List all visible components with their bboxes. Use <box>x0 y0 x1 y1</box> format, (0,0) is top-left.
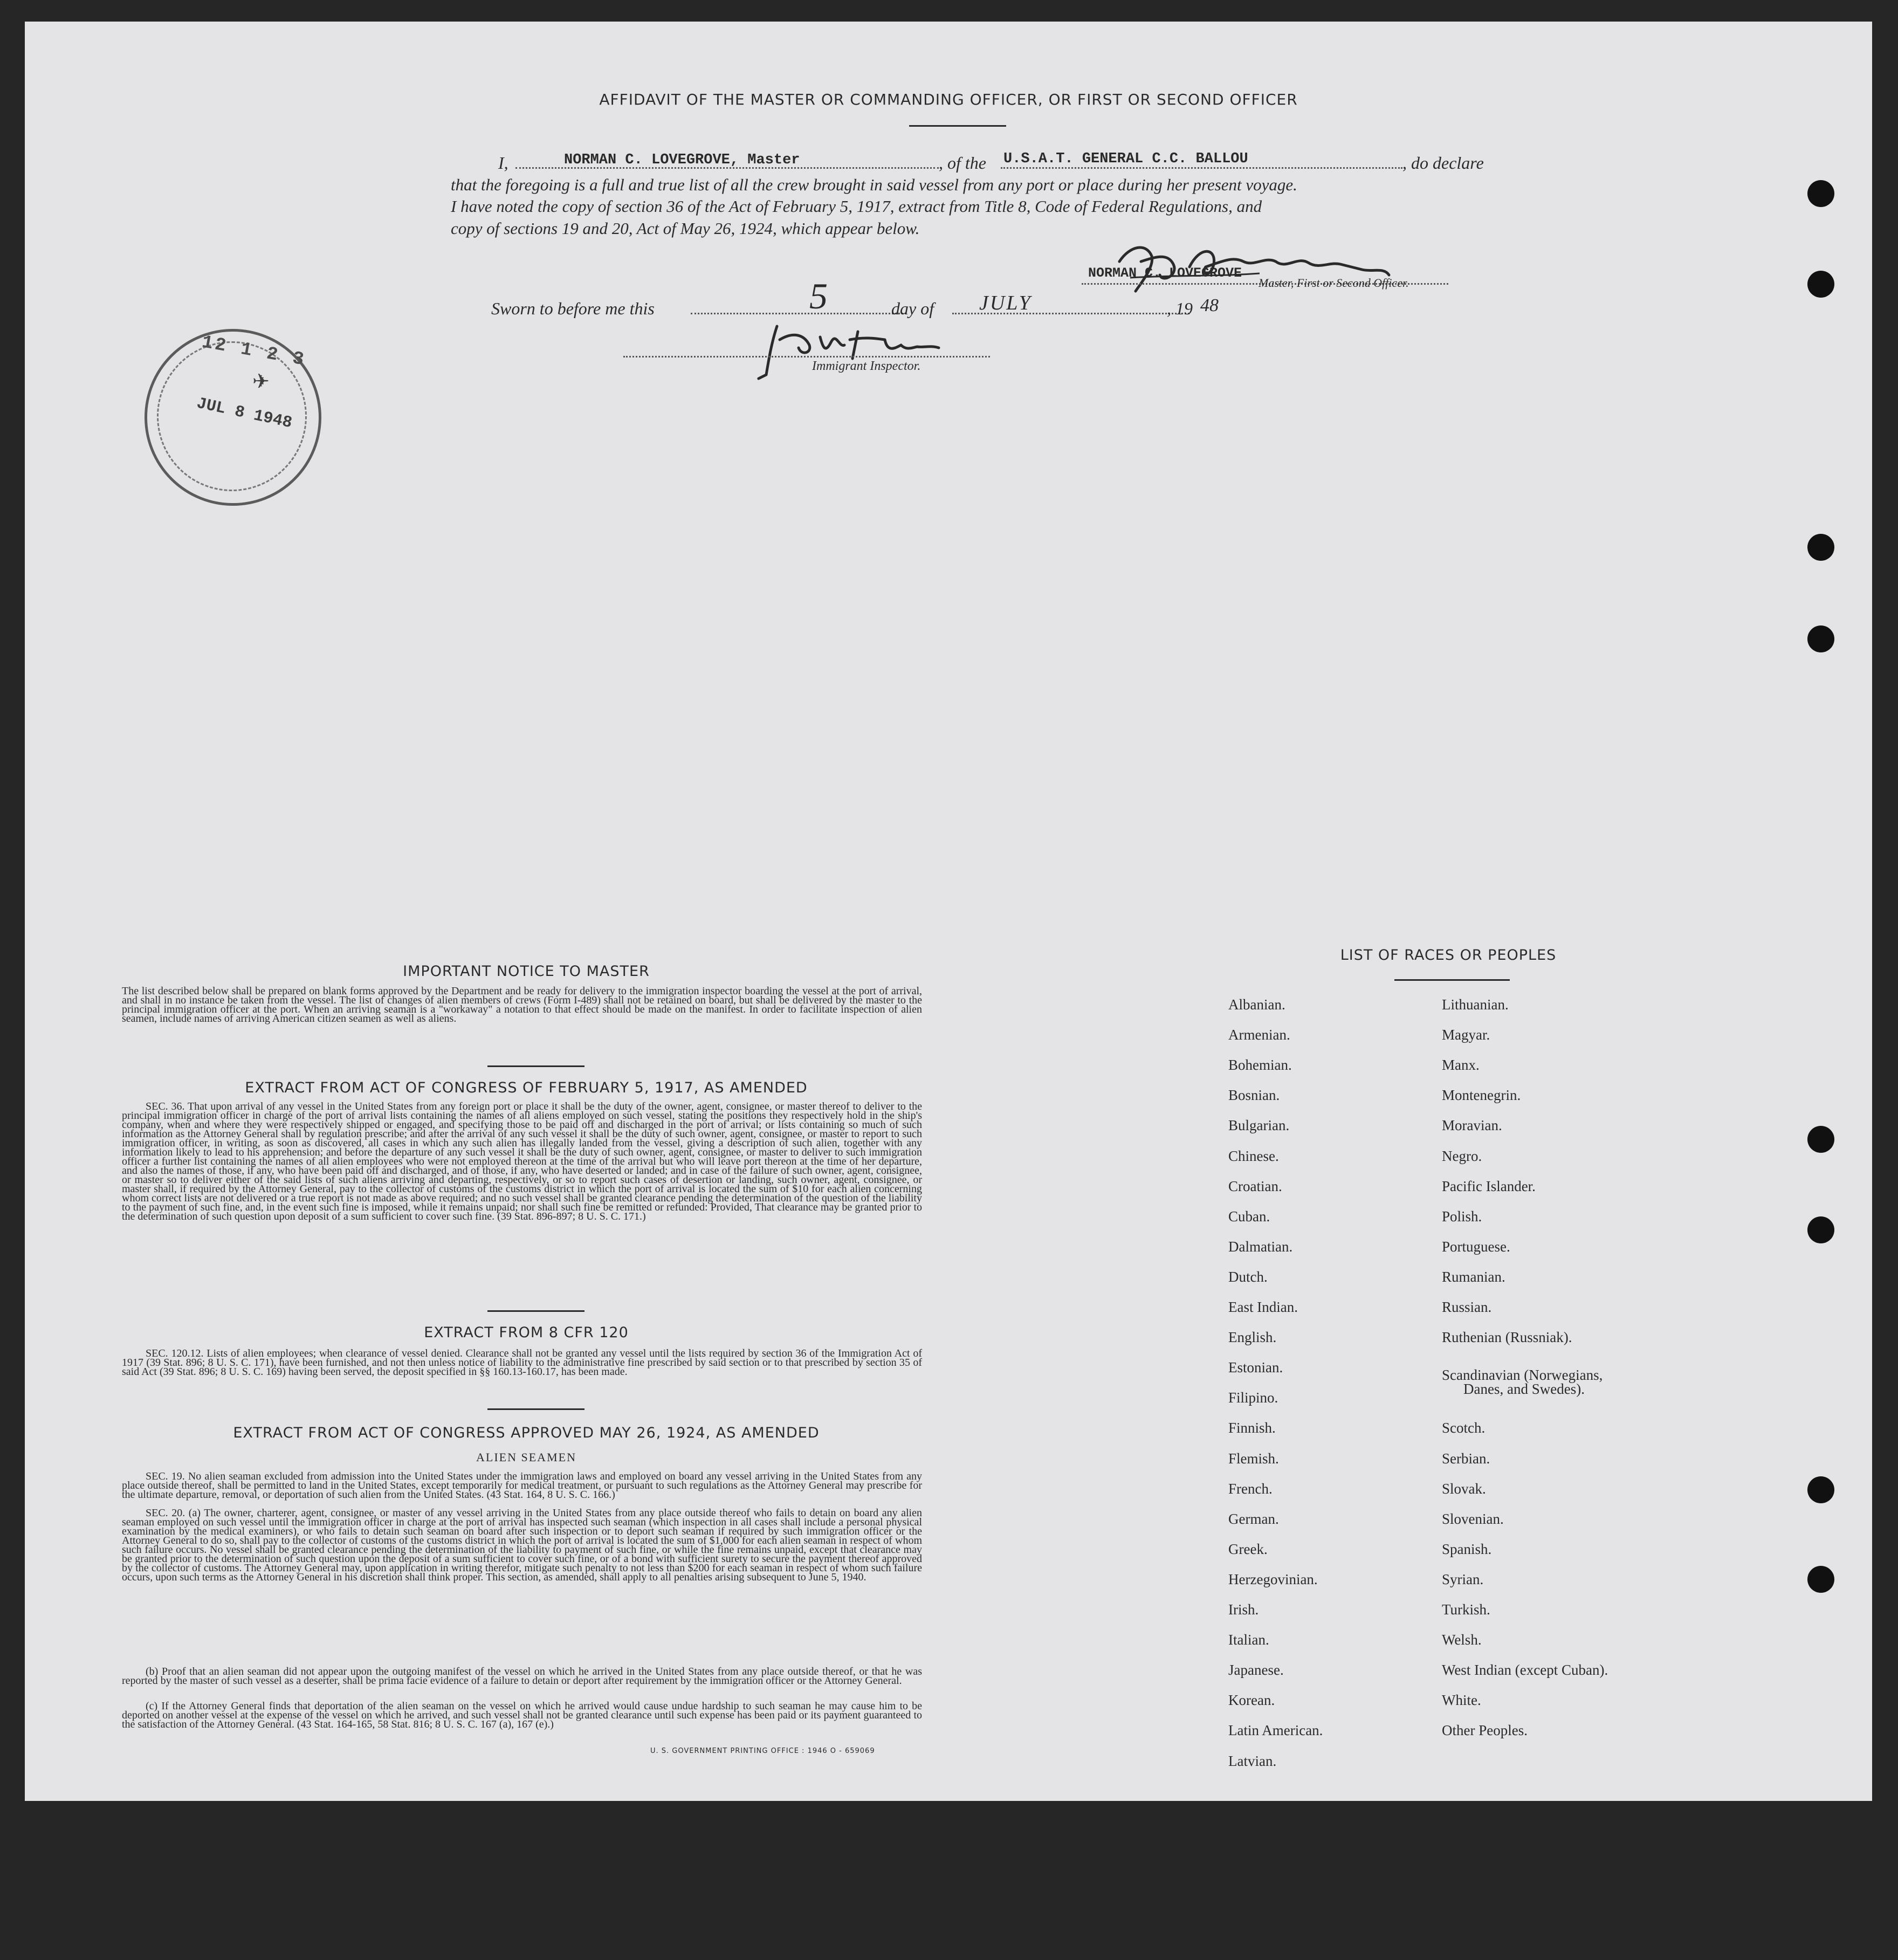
race-item: Filipino. <box>1228 1390 1278 1406</box>
inspector-label: Immigrant Inspector. <box>812 359 921 373</box>
race-item: Latin American. <box>1228 1722 1323 1739</box>
extract-1924-sec19: SEC. 19. No alien seaman excluded from admission into the United States under the immigration laws and employed on board any vessel arriving in the United States from any place outside thereof, shall be permitted to land in the United States, except temporarily for medical treatment, or pursuant to such regulations as the Attorney General may prescribe for the ultimate departure, removal, or deportation of such alien from the United States. (43 Stat. 164, 8 U. S. C. 166.) <box>122 1470 922 1501</box>
year-suffix: 48 <box>1200 295 1219 315</box>
pronoun-i: I, <box>498 153 508 173</box>
race-item: Rumanian. <box>1442 1268 1505 1285</box>
declaration-line-2: that the foregoing is a full and true list of all the crew brought in said vessel from any port or place during her present voyage. <box>451 175 1297 194</box>
sworn-day-field: 5 <box>809 276 828 317</box>
race-item: Armenian. <box>1228 1027 1290 1043</box>
race-item: Dutch. <box>1228 1268 1268 1285</box>
race-item: Slovak. <box>1442 1480 1486 1497</box>
inspector-signature <box>750 315 976 386</box>
extract-1924-sec20c: (c) If the Attorney General finds that deportation of the alien seaman on the vessel on which he arrived would cause undue hardship to such seaman he may cause him to be deported on another vessel at the expense of the vessel on which he arrived, and such vessel shall not be granted clearance until such expense has been paid or its payment guaranteed to the satisfaction of the Attorney General. (43 Stat. 164-165, 58 Stat. 816; 8 U. S. C. 167 (a), 167 (e).) <box>122 1700 922 1730</box>
punch-hole <box>1807 1126 1834 1153</box>
race-item: Korean. <box>1228 1692 1275 1709</box>
extract-1917-title: EXTRACT FROM ACT OF CONGRESS OF FEBRUARY 5, 1917, AS AMENDED <box>245 1079 808 1096</box>
race-item: Scandinavian (Norwegians, <box>1442 1367 1603 1384</box>
race-item: Moravian. <box>1442 1117 1502 1134</box>
race-item: Estonian. <box>1228 1359 1283 1376</box>
do-declare-label: , do declare <box>1402 153 1484 173</box>
race-item: Bulgarian. <box>1228 1117 1290 1134</box>
immigration-stamp <box>145 329 321 506</box>
race-item: Ruthenian (Russniak). <box>1442 1329 1572 1346</box>
punch-hole <box>1807 1566 1834 1593</box>
punch-hole <box>1807 271 1834 298</box>
eagle-icon: ✈ <box>252 370 270 393</box>
officer-name-field: NORMAN C. LOVEGROVE, Master <box>564 152 800 168</box>
races-divider <box>1394 979 1510 981</box>
vessel-line <box>1001 167 1402 169</box>
race-item: Cuban. <box>1228 1208 1270 1225</box>
race-item: White. <box>1442 1692 1481 1709</box>
race-item: Polish. <box>1442 1208 1482 1225</box>
punch-hole <box>1807 180 1834 207</box>
race-item: Welsh. <box>1442 1632 1482 1648</box>
race-item: Lithuanian. <box>1442 996 1509 1013</box>
race-item: Italian. <box>1228 1632 1269 1648</box>
race-item: German. <box>1228 1510 1279 1527</box>
extract-cfr-divider <box>487 1408 584 1410</box>
notice-divider <box>487 1065 584 1067</box>
vessel-name-field: U.S.A.T. GENERAL C.C. BALLOU <box>1003 151 1248 167</box>
race-item: Finnish. <box>1228 1420 1276 1436</box>
sworn-month-field: JULY <box>979 292 1032 314</box>
extract-1924-sec20a: SEC. 20. (a) The owner, charterer, agent, consignee, or master of any vessel arriving in the United States from any place outside thereof who fails to detain on board any alien seaman employed on such vessel until the immigration officer in charge at the port of arrival has inspected such seaman (which inspection in all cases shall include a personal physical examination by the medical examiners), or who fails to detain such seaman on board after such inspection or to deport such seaman if required by such immigration officer or the Attorney General to do so, shall pay to the collector of customs of the customs district in which the port of arrival is located the sum of $1,000 for each alien seaman in respect of whom such failure occurs. No vessel shall be granted clearance pending the determination of the liability to payment of such fine, or while the fine remains unpaid, except that clearance may be granted prior to the determination of such question upon the deposit of a sum sufficient to cover such fine, or of a bond with sufficient surety to secure the payment thereof approved by the collector of customs. The Attorney General may, upon application in writing therefor, mitigate such penalty to not less than $200 for each seaman in respect of whom such failure occurs, upon such terms as the Attorney General in his discretion shall think proper. This section, as amended, shall apply to all penalties arising subsequent to June 5, 1940. <box>122 1507 922 1583</box>
extract-1917-text: SEC. 36. That upon arrival of any vessel in the United States from any foreign port or place it shall be the duty of the owner, agent, consignee, or master thereof to deliver to the principal immigration officer in charge of the port of arrival lists containing the names of all aliens employed on such vessel, stating the positions they respectively hold in the ship's company, when and where they were respectively shipped or engaged, and specifying those to be paid off and discharged in the port of arrival; or lists containing so much of such information as the Attorney General shall by regulation prescribe; and after the arrival of any such vessel it shall be the duty of such owner, agent, consignee, or master to report to such immigration officer, in writing, as soon as discovered, all cases in which any such alien has illegally landed from the vessel, giving a description of such alien, together with any information likely to lead to his apprehension; and before the departure of any such vessel it shall be the duty of such owner, agent, consignee, or master to deliver to such immigration officer a further list containing the names of all alien employees who were not employed thereon at the time of the arrival but who will leave port thereon at the time of her departure, and also the names of those, if any, who have been paid off and discharged, and of those, if any, who have deserted or landed; and in case of the failure of such owner, agent, consignee, or master so to deliver either of the said lists of such aliens arriving and departing, respectively, or so to report such cases of desertion or landing, such owner, agent, consignee, or master shall, if required by the Attorney General, pay to the collector of customs of the customs district in which the port of arrival is located the sum of $10 for each alien concerning whom correct lists are not delivered or a true report is not made as above required; and no such vessel shall be granted clearance pending the determination of the question of the liability to the payment of such fine, and, in the event such fine is imposed, while it remains unpaid; nor shall such fine be remitted or refunded: Provided, That clearance may be granted prior to the determination of such question upon deposit of a sum sufficient to cover such fine. (39 Stat. 896-897; 8 U. S. C. 171.) <box>122 1101 922 1222</box>
signer-role-label: Master, First or Second Officer. <box>1259 276 1409 290</box>
document-page <box>25 22 1872 1801</box>
day-of-label: day of <box>891 299 934 318</box>
notice-title: IMPORTANT NOTICE TO MASTER <box>403 963 650 980</box>
punch-hole <box>1807 625 1834 652</box>
race-item: Croatian. <box>1228 1178 1282 1194</box>
race-item: Flemish. <box>1228 1450 1279 1467</box>
race-item: Albanian. <box>1228 996 1285 1013</box>
punch-hole <box>1807 1216 1834 1243</box>
extract-1924-sec20b: (b) Proof that an alien seaman did not appear upon the outgoing manifest of the vessel on which he arrived in the United States from any place outside thereof, or that he was reported by the master of such vessel as a deserter, shall be prima facie evidence of a failure to detain or deport after requirement by the immigration officer or the Attorney General. <box>122 1666 922 1687</box>
race-item: Slovenian. <box>1442 1510 1504 1527</box>
race-item: Portuguese. <box>1442 1238 1510 1255</box>
inspector-line <box>623 356 990 357</box>
race-item: Montenegrin. <box>1442 1087 1521 1104</box>
race-item: French. <box>1228 1480 1273 1497</box>
race-item: Dalmatian. <box>1228 1238 1293 1255</box>
affidavit-title: AFFIDAVIT OF THE MASTER OR COMMANDING OFFICER, OR FIRST OR SECOND OFFICER <box>599 91 1298 108</box>
races-title: LIST OF RACES OR PEOPLES <box>1340 947 1557 964</box>
race-item: Serbian. <box>1442 1450 1490 1467</box>
signer-typed-name: NORMAN C. LOVEGROVE <box>1088 265 1242 281</box>
race-item: English. <box>1228 1329 1277 1346</box>
extract-1924-title: EXTRACT FROM ACT OF CONGRESS APPROVED MAY 26, 1924, AS AMENDED <box>233 1425 820 1441</box>
sworn-label: Sworn to before me this <box>491 299 655 318</box>
extract-1924-subtitle: ALIEN SEAMEN <box>476 1450 576 1464</box>
race-item: Bosnian. <box>1228 1087 1280 1104</box>
race-item: Russian. <box>1442 1299 1492 1315</box>
race-item: Greek. <box>1228 1541 1268 1557</box>
extract-1917-divider <box>487 1310 584 1312</box>
race-item: Irish. <box>1228 1601 1259 1618</box>
race-item: Japanese. <box>1228 1662 1284 1679</box>
race-item: Negro. <box>1442 1147 1482 1164</box>
notice-text: The list described below shall be prepared on blank forms approved by the Department and be ready for delivery to the immigration inspector boarding the vessel at the port of arrival, and shall in no instance be taken from the vessel. The list of changes of alien members of crews (Form I-489) shall not be retained on board, but shall be delivered by the master to the principal immigration officer at the port. When an arriving seaman is a "workaway" a notation to that effect should be made on the manifest. In order to facilitate inspection of alien seamen, include names of arriving American citizen seamen as well as aliens. <box>122 985 922 1024</box>
stamp-date: JUL 8 1948 <box>195 394 294 433</box>
race-item: Chinese. <box>1228 1147 1279 1164</box>
master-signature <box>1109 224 1411 305</box>
race-item: Other Peoples. <box>1442 1722 1528 1739</box>
race-item: Syrian. <box>1442 1571 1484 1587</box>
title-divider <box>909 125 1006 127</box>
race-item: East Indian. <box>1228 1299 1298 1315</box>
stamp-ring-numbers: 12 1 2 3 <box>200 332 308 371</box>
race-item: Herzegovinian. <box>1228 1571 1318 1587</box>
race-item: Spanish. <box>1442 1541 1492 1557</box>
punch-hole <box>1807 1476 1834 1503</box>
declaration-line-4: copy of sections 19 and 20, Act of May 26, 1924, which appear below. <box>451 219 920 238</box>
sworn-day-line <box>691 313 906 314</box>
punch-hole <box>1807 534 1834 561</box>
race-item: Turkish. <box>1442 1601 1490 1618</box>
race-item: Pacific Islander. <box>1442 1178 1536 1194</box>
race-item: West Indian (except Cuban). <box>1442 1662 1608 1679</box>
extract-cfr-title: EXTRACT FROM 8 CFR 120 <box>424 1324 629 1341</box>
race-item: Bohemian. <box>1228 1057 1292 1074</box>
printing-office-note: U. S. GOVERNMENT PRINTING OFFICE : 1946 O - 659069 <box>650 1747 875 1755</box>
race-item: Manx. <box>1442 1057 1480 1074</box>
race-item: Scotch. <box>1442 1420 1486 1436</box>
race-item: Danes, and Swedes). <box>1463 1381 1585 1398</box>
extract-cfr-text: SEC. 120.12. Lists of alien employees; when clearance of vessel denied. Clearance shall not be granted any vessel until the lists required by section 36 of the Immigration Act of 1917 (39 Stat. 896; 8 U. S. C. 171), have been furnished, and not then unless notice of liability to the administrative fine prescribed by said section or to that prescribed by section 35 of said Act (39 Stat. 896; 8 U. S. C. 169) having been served, the deposit specified in §§ 160.13-160.17, has been made. <box>122 1347 922 1378</box>
race-item: Magyar. <box>1442 1027 1490 1043</box>
race-item: Latvian. <box>1228 1752 1277 1769</box>
of-the-label: , of the <box>939 153 986 173</box>
year-prefix: , 19 <box>1167 299 1193 318</box>
declaration-line-3: I have noted the copy of section 36 of the Act of February 5, 1917, extract from Title 8, Code of Federal Regulations, and <box>451 197 1262 216</box>
